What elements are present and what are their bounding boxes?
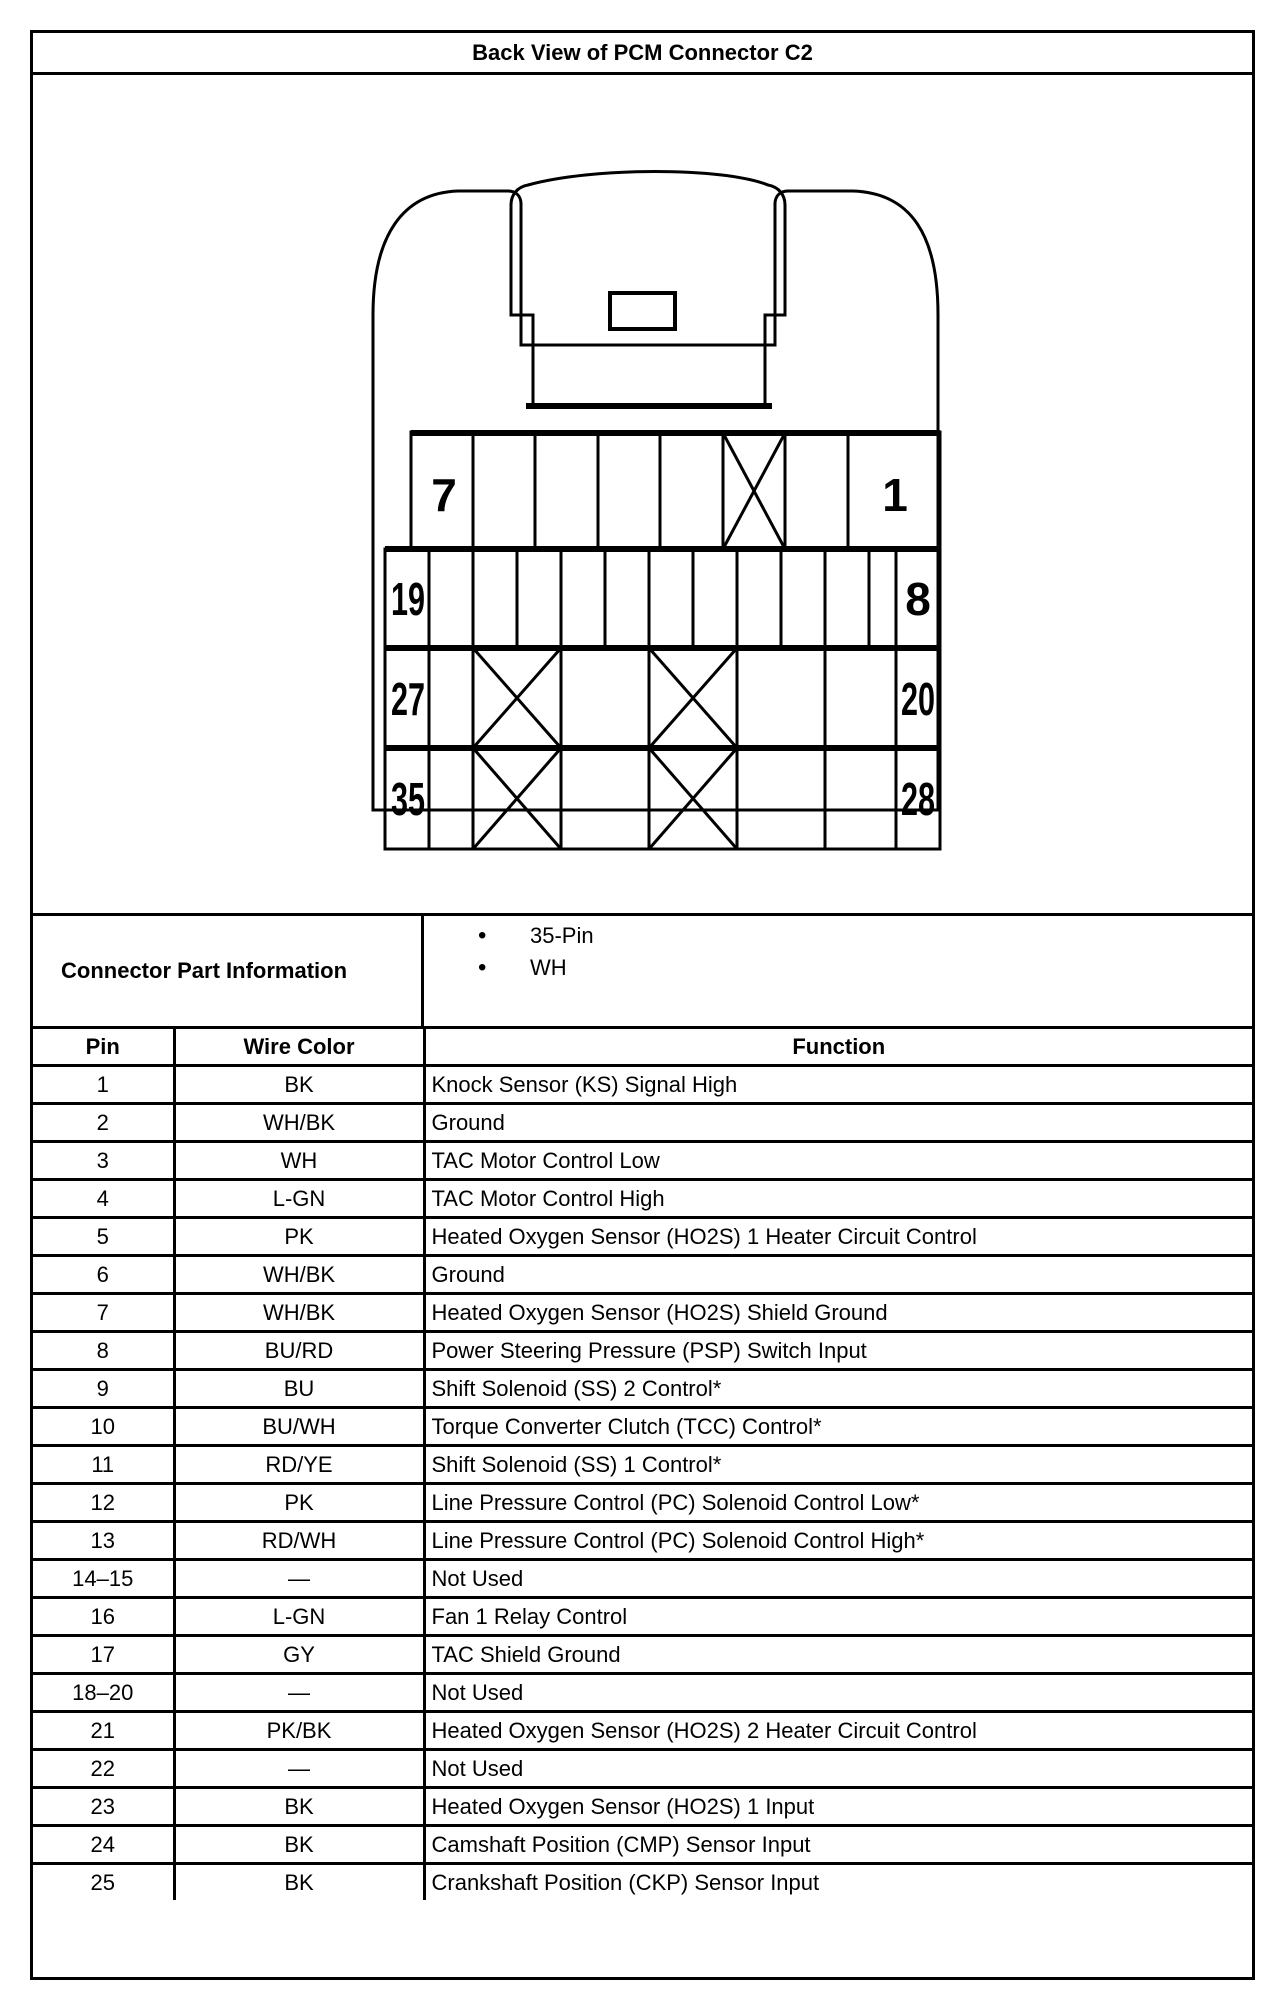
pin-label-35: 35 [391, 773, 425, 825]
wire-color-cell: WH/BK [174, 1104, 424, 1142]
pin-cell: 24 [33, 1826, 174, 1864]
pin-cell: 2 [33, 1104, 174, 1142]
header-pin: Pin [33, 1029, 174, 1066]
pin-cell: 14–15 [33, 1560, 174, 1598]
latch-window [610, 293, 675, 329]
function-cell: Knock Sensor (KS) Signal High [424, 1066, 1252, 1104]
table-row [33, 1788, 1252, 1826]
header-function: Function [424, 1029, 1252, 1066]
pin-grid-lower [385, 549, 940, 849]
wire-color-cell: BK [174, 1826, 424, 1864]
pin-label-27: 27 [391, 673, 425, 725]
pin-label-19: 19 [391, 573, 425, 625]
wire-color-cell: RD/YE [174, 1446, 424, 1484]
function-cell: TAC Motor Control Low [424, 1142, 1252, 1180]
table-row [33, 1712, 1252, 1750]
pin-cell: 22 [33, 1750, 174, 1788]
table-row [33, 1066, 1252, 1104]
table-row [33, 1218, 1252, 1256]
pin-label-20: 20 [901, 673, 935, 725]
info-item-pin-count: • 35-Pin [424, 920, 594, 952]
function-cell: Heated Oxygen Sensor (HO2S) 1 Input [424, 1788, 1252, 1826]
pin-label-28: 28 [901, 773, 935, 825]
function-cell: Ground [424, 1104, 1252, 1142]
pin-cell: 12 [33, 1484, 174, 1522]
connector-sheet [30, 30, 1255, 1980]
wire-color-cell: PK [174, 1218, 424, 1256]
connector-latch [511, 172, 785, 409]
pin-function-table [33, 1029, 1252, 1900]
table-row [33, 1750, 1252, 1788]
connector-housing [373, 191, 938, 810]
connector-part-info [33, 913, 1252, 1029]
info-item-color: • WH [424, 952, 594, 984]
table-row [33, 1104, 1252, 1142]
function-cell: Shift Solenoid (SS) 2 Control* [424, 1370, 1252, 1408]
function-cell: Camshaft Position (CMP) Sensor Input [424, 1826, 1252, 1864]
pin-row-top [411, 432, 940, 549]
function-cell: TAC Shield Ground [424, 1636, 1252, 1674]
function-cell: Crankshaft Position (CKP) Sensor Input [424, 1864, 1252, 1901]
function-cell: Ground [424, 1256, 1252, 1294]
function-cell: Not Used [424, 1560, 1252, 1598]
table-row [33, 1674, 1252, 1712]
table-row [33, 1294, 1252, 1332]
table-body [33, 1066, 1252, 1901]
function-cell: Fan 1 Relay Control [424, 1598, 1252, 1636]
pin-cell: 11 [33, 1446, 174, 1484]
pin-cell: 5 [33, 1218, 174, 1256]
pin-label-8: 8 [905, 573, 931, 625]
table-row [33, 1370, 1252, 1408]
pin-cell: 9 [33, 1370, 174, 1408]
pin-cell: 16 [33, 1598, 174, 1636]
wire-color-cell: WH/BK [174, 1256, 424, 1294]
connector-part-info-label: Connector Part Information [33, 916, 424, 1026]
pin-cell: 7 [33, 1294, 174, 1332]
header-wire-color: Wire Color [174, 1029, 424, 1066]
function-cell: Line Pressure Control (PC) Solenoid Control Low* [424, 1484, 1252, 1522]
wire-color-cell: GY [174, 1636, 424, 1674]
table-row [33, 1142, 1252, 1180]
table-row [33, 1484, 1252, 1522]
table-row [33, 1522, 1252, 1560]
table-row [33, 1826, 1252, 1864]
wire-color-cell: BU/RD [174, 1332, 424, 1370]
table-header-row [33, 1029, 1252, 1066]
table-row [33, 1598, 1252, 1636]
pin-cell: 10 [33, 1408, 174, 1446]
function-cell: Heated Oxygen Sensor (HO2S) 1 Heater Circuit Control [424, 1218, 1252, 1256]
function-cell: Heated Oxygen Sensor (HO2S) 2 Heater Circuit Control [424, 1712, 1252, 1750]
function-cell: Power Steering Pressure (PSP) Switch Input [424, 1332, 1252, 1370]
pin-cell: 1 [33, 1066, 174, 1104]
function-cell: Heated Oxygen Sensor (HO2S) Shield Ground [424, 1294, 1252, 1332]
pin-cell: 3 [33, 1142, 174, 1180]
table-row [33, 1332, 1252, 1370]
wire-color-cell: BU/WH [174, 1408, 424, 1446]
pin-cell: 25 [33, 1864, 174, 1901]
wire-color-cell: BU [174, 1370, 424, 1408]
function-cell: Torque Converter Clutch (TCC) Control* [424, 1408, 1252, 1446]
table-row [33, 1180, 1252, 1218]
table-row [33, 1636, 1252, 1674]
wire-color-cell: WH/BK [174, 1294, 424, 1332]
wire-color-cell: PK/BK [174, 1712, 424, 1750]
wire-color-cell: L-GN [174, 1598, 424, 1636]
wire-color-cell: RD/WH [174, 1522, 424, 1560]
pin-label-1: 1 [882, 469, 908, 521]
connector-back-view-svg [33, 75, 1252, 913]
wire-color-cell: BK [174, 1788, 424, 1826]
function-cell: Not Used [424, 1750, 1252, 1788]
pin-cell: 8 [33, 1332, 174, 1370]
pin-cell: 21 [33, 1712, 174, 1750]
pin-cell: 13 [33, 1522, 174, 1560]
table-row [33, 1256, 1252, 1294]
diagram-title: Back View of PCM Connector C2 [33, 33, 1252, 75]
wire-color-cell: — [174, 1560, 424, 1598]
wire-color-cell: BK [174, 1864, 424, 1901]
pin-cell: 17 [33, 1636, 174, 1674]
wire-color-cell: WH [174, 1142, 424, 1180]
function-cell: Shift Solenoid (SS) 1 Control* [424, 1446, 1252, 1484]
pin-cell: 6 [33, 1256, 174, 1294]
wire-color-cell: BK [174, 1066, 424, 1104]
table-row [33, 1446, 1252, 1484]
function-cell: Not Used [424, 1674, 1252, 1712]
table-row [33, 1560, 1252, 1598]
function-cell: Line Pressure Control (PC) Solenoid Control High* [424, 1522, 1252, 1560]
pin-cell: 18–20 [33, 1674, 174, 1712]
pin-label-7: 7 [431, 469, 457, 521]
table-row [33, 1408, 1252, 1446]
wire-color-cell: PK [174, 1484, 424, 1522]
connector-drawing [33, 75, 1252, 913]
connector-part-info-list [424, 916, 594, 984]
wire-color-cell: L-GN [174, 1180, 424, 1218]
table-row [33, 1864, 1252, 1901]
pin-cell: 23 [33, 1788, 174, 1826]
pin-cell: 4 [33, 1180, 174, 1218]
function-cell: TAC Motor Control High [424, 1180, 1252, 1218]
wire-color-cell: — [174, 1674, 424, 1712]
wire-color-cell: — [174, 1750, 424, 1788]
